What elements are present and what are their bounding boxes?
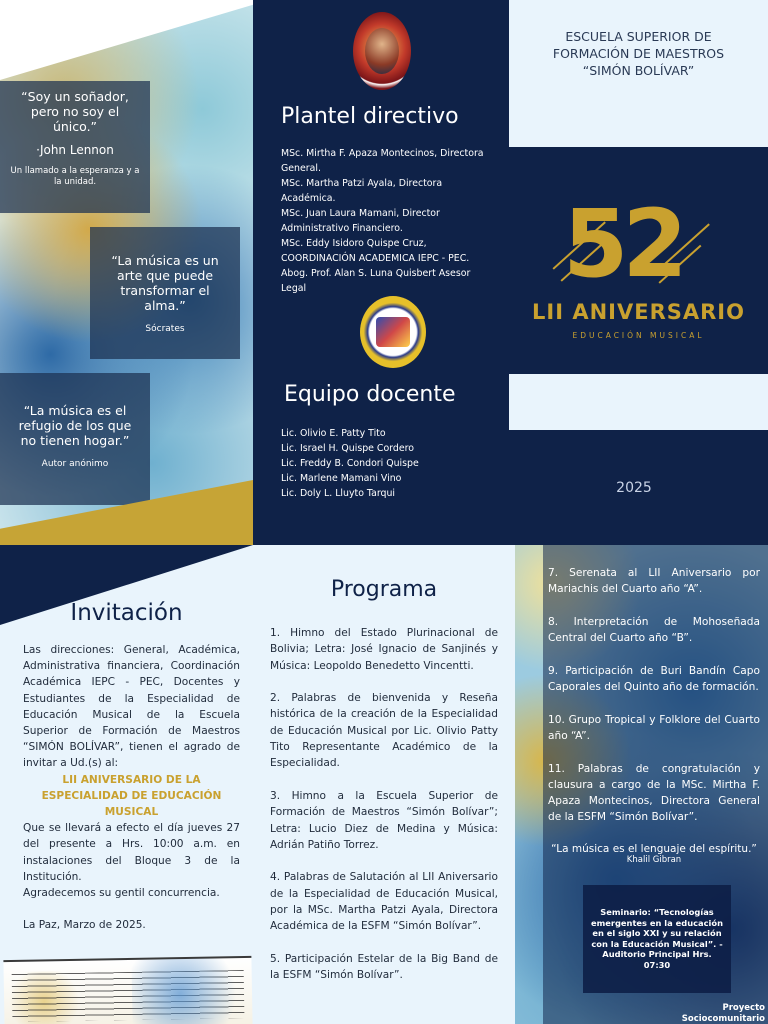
school-name: ESCUELA SUPERIOR DE FORMACIÓN DE MAESTROS “SIMÓN BOLÍVAR” — [552, 29, 725, 78]
quote-card-lennon — [0, 81, 150, 213]
program-panel — [253, 545, 515, 1024]
list-item: MSc. Mirtha F. Apaza Montecinos, Directora General. — [281, 148, 484, 174]
cover-band — [509, 374, 768, 430]
invitation-place-date: La Paz, Marzo de 2025. — [23, 919, 146, 932]
brochure-inside — [0, 545, 768, 1024]
list-item: MSc. Eddy Isidoro Quispe Cruz, COORDINACIÓN ACADEMICA IEPC - PEC. — [281, 238, 470, 264]
team-list — [281, 426, 493, 501]
invitation-thanks: Agradecemos su gentil concurrencia. — [23, 887, 220, 900]
invitation-body — [23, 642, 240, 933]
program-item: 7. Serenata al LII Aniversario por Mariachis del Cuarto año “A”. — [548, 567, 760, 596]
program-item: 3. Himno a la Escuela Superior de Formación de Maestros “Simón Bolívar”; Letra: Lucio Diez de Medina y Música: Adrián Patiño Torrez. — [270, 789, 498, 851]
anniversary-number: 52 — [563, 190, 682, 299]
list-item: MSc. Juan Laura Mamani, Director Administrativo Financiero. — [281, 208, 440, 234]
staff-panel — [253, 0, 509, 545]
quote-subtitle: Un llamado a la esperanza y a la unidad. — [10, 166, 140, 187]
closing-quote: “La música es el lenguaje del espíritu.” — [551, 843, 757, 855]
program-continued-list — [548, 565, 760, 842]
quote-text: “La música es un arte que puede transformar el alma.” — [111, 253, 219, 313]
year-label: 2025 — [616, 480, 652, 496]
invitation-highlight: LII ANIVERSARIO DE LA ESPECIALIDAD DE EDUCACIÓN MUSICAL — [41, 773, 222, 819]
program-item: 8. Interpretación de Mohoseñada Central del Cuarto año “B”. — [548, 615, 760, 645]
program-item: 9. Participación de Buri Bandín Capo Caporales del Quinto año de formación. — [548, 664, 760, 694]
cover-panel — [509, 0, 768, 545]
invitation-intro: Las direcciones: General, Académica, Administrativa financiera, Coordinación Académica IEPC - PEC, Docentes y Estudiantes de la Especialidad de Educación Musical de la Escuela Superior de Formación de Maestros “SIMÓN BOLÍVAR”, tienen el agrado de invitar a Ud.(s) al: — [23, 644, 240, 770]
list-item: Lic. Doly L. Lluyto Tarqui — [281, 488, 396, 499]
invitation-details: Que se llevará a efecto el día jueves 27 del presente a Hrs. 10:00 a.m. en instalaciones del Bloque 3 de la Institución. — [23, 822, 240, 883]
invitation-title: Invitación — [70, 600, 183, 626]
invitation-panel — [0, 545, 253, 1024]
program-item: 11. Palabras de congratulación y clausura a cargo de la MSc. Mirtha F. Apaza Montecinos, Directora General de la ESFM “Simón Bolívar”. — [548, 762, 760, 824]
program-item: 10. Grupo Tropical y Folklore del Cuarto año “A”. — [548, 713, 760, 742]
list-item: Abog. Prof. Alan S. Luna Quisbert Asesor Legal — [281, 268, 471, 294]
music-specialty-logo — [360, 296, 426, 368]
cover-header-box — [509, 0, 768, 147]
program-item: 1. Himno del Estado Plurinacional de Bolivia; Letra: José Ignacio de Sanjinés y Música: Leopoldo Benedetto Vincentti. — [270, 627, 498, 672]
list-item: Lic. Freddy B. Condori Quispe — [281, 458, 419, 469]
list-item: Lic. Israel H. Quispe Cordero — [281, 443, 414, 454]
seminar-box: Seminario: “Tecnologías emergentes en la educación en el siglo XXI y su relación con la Educación Musical”. - Auditorio Principal Hrs. 07:30 — [583, 885, 731, 993]
anniversary-subtitle: EDUCACIÓN MUSICAL — [572, 331, 705, 340]
quote-text: “La música es el refugio de los que no tienen hogar.” — [18, 403, 132, 448]
quote-text: “Soy un soñador, pero no soy el único.” — [21, 89, 129, 134]
list-item: MSc. Martha Patzi Ayala, Directora Académica. — [281, 178, 443, 204]
quote-card-anonymous — [0, 373, 150, 505]
program-item: 5. Participación Estelar de la Big Band de la ESFM “Simón Bolívar”. — [270, 952, 498, 982]
program-continued-panel — [515, 545, 768, 1024]
closing-quote-author: Khalil Gibran — [626, 855, 682, 865]
sheet-music-image — [3, 956, 252, 1024]
list-item: Lic. Marlene Mamani Vino — [281, 473, 402, 484]
quote-author: Autor anónimo — [41, 459, 109, 469]
quote-card-socrates — [90, 227, 240, 359]
quote-author: Sócrates — [145, 324, 185, 334]
quote-author: ·John Lennon — [36, 143, 114, 157]
list-item: Lic. Olivio E. Patty Tito — [281, 428, 386, 439]
team-title: Equipo docente — [284, 382, 456, 407]
program-title: Programa — [330, 577, 438, 602]
institution-seal-logo — [353, 12, 411, 90]
project-label: Proyecto Sociocomunitario — [681, 1003, 765, 1024]
directive-title: Plantel directivo — [281, 104, 459, 129]
program-item: 2. Palabras de bienvenida y Reseña histórica de la creación de la Especialidad de Educación Musical por Lic. Olivio Patty Tito Representante Académico de la Especialidad. — [270, 692, 498, 770]
corner-decoration-top — [0, 0, 253, 80]
program-list — [270, 625, 498, 1000]
program-item: 4. Palabras de Salutación al LII Aniversario de la Especialidad de Educación Musical, por la MSc. Martha Patzi Ayala, Directora Académica de la ESFM “Simón Bolívar”. — [270, 871, 498, 933]
anniversary-title: LII ANIVERSARIO — [532, 300, 745, 324]
quotes-panel — [0, 0, 253, 545]
directive-list — [281, 146, 493, 296]
